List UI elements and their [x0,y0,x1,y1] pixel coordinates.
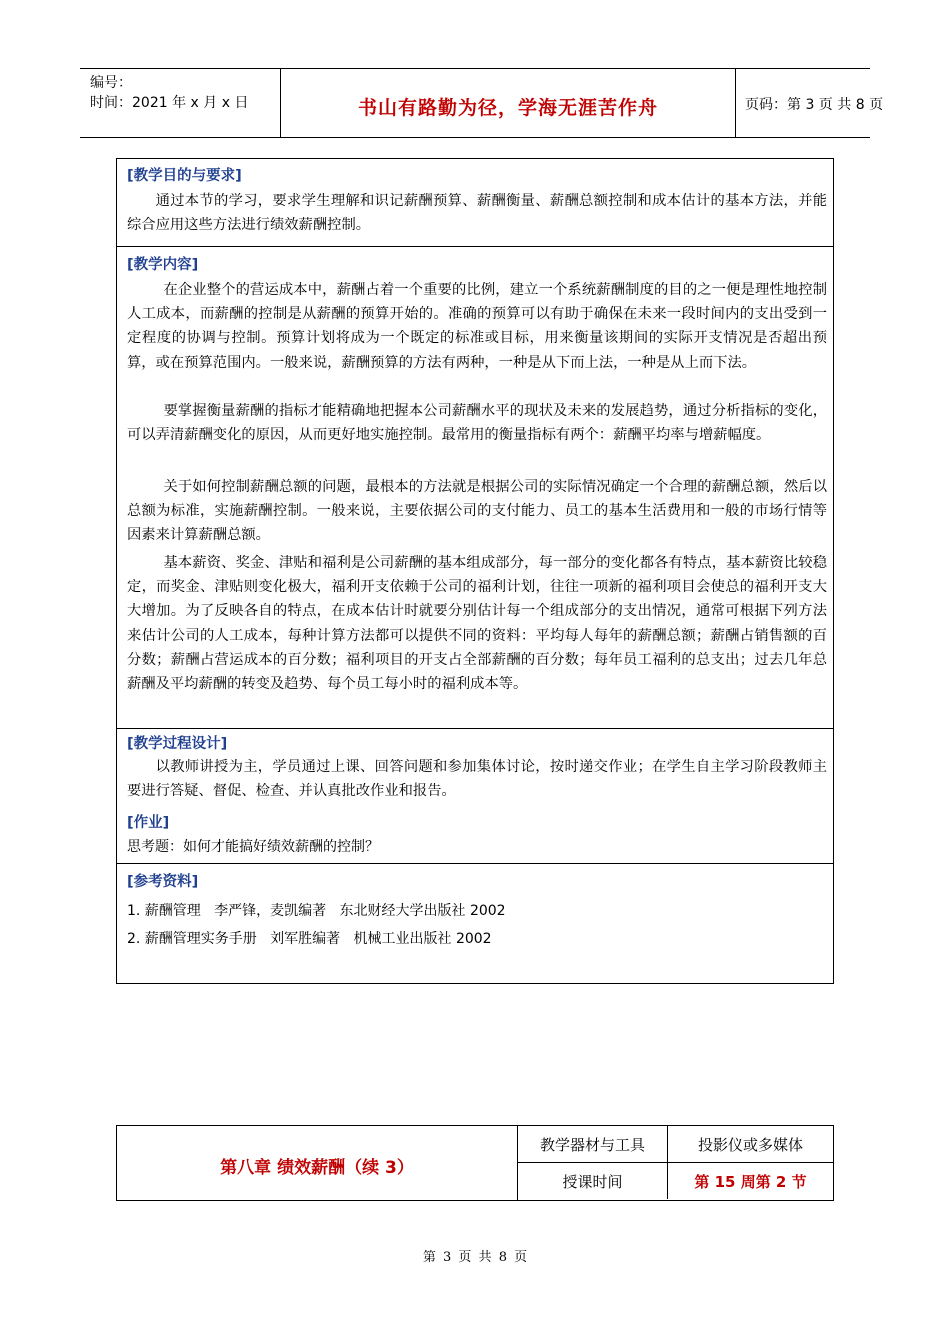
process-heading: [教学过程设计] [127,736,228,752]
references-section [117,864,833,982]
content-paragraph: 要掌握衡量薪酬的指标才能精确地把握本公司薪酬水平的现状及未来的发展趋势，通过分析指标的变化，可以弄清薪酬变化的原因，从而更好地实施控制。最常用的衡量指标有两个：薪酬平均率与增薪幅度。 [127,403,827,444]
page-header [80,68,884,138]
header-meta [80,69,280,137]
process-section [117,729,833,864]
page-footer: 第 3 页 共 8 页 [422,1250,528,1265]
content-heading: [教学内容] [127,257,199,273]
equipment-value-cell [668,1126,833,1163]
motto: 书山有路勤为径，学海无涯苦作舟 [357,97,658,119]
content-paragraph: 在企业整个的营运成本中，薪酬占着一个重要的比例，建立一个系统薪酬制度的目的之一便是理性地控制人工成本，而薪酬的控制是从薪酬的预算开始的。准确的预算可以有助于确保在未来一段时间内的支出受到一定程度的协调与控制。预算计划将成为一个既定的标准或目标，用来衡量该期间的实际开支情况是否超出预算，或在预算范围内。一般来说，薪酬预算的方法有两种，一种是从下而上法，一种是从上而下法。 [127,282,827,371]
page-label: 页码：第 3 页 共 8 页 [745,97,884,113]
time-label-cell [518,1163,668,1199]
time-value-cell [668,1163,833,1199]
objectives-section [117,159,833,247]
objectives-heading: [教学目的与要求] [127,168,242,184]
lesson-table [116,158,834,984]
header-motto-cell [280,69,736,137]
homework-heading: [作业] [127,815,170,831]
objectives-text: 通过本节的学习，要求学生理解和识记薪酬预算、薪酬衡量、薪酬总额控制和成本估计的基本方法，并能综合应用这些方法进行绩效薪酬控制。 [127,193,827,234]
process-text: 以教师讲授为主，学员通过上课、回答问题和参加集体讨论，按时递交作业；在学生自主学习阶段教师主要进行答疑、督促、检查、并认真批改作业和报告。 [127,759,827,800]
content-section [117,247,833,729]
schedule-table [116,1125,834,1201]
chapter-title: 第八章 绩效薪酬（续 3） [220,1158,414,1178]
header-page-cell [735,69,884,137]
reference-item: 1. 薪酬管理 李严锋，麦凯编著 东北财经大学出版社 2002 [127,903,506,919]
number-label: 编号： [90,75,132,91]
chapter-cell [117,1126,518,1200]
content-paragraph: 关于如何控制薪酬总额的问题，最根本的方法就是根据公司的实际情况确定一个合理的薪酬总额，然后以总额为标准，实施薪酬控制。一般来说，主要依据公司的支付能力、员工的基本生活费用和一般的市场行情等因素来计算薪酬总额。 [127,479,827,544]
equipment-label-cell [518,1126,668,1163]
equipment-label: 教学器材与工具 [539,1136,645,1154]
references-heading: [参考资料] [127,874,199,890]
time-label: 时间：2021 年 x 月 x 日 [90,95,249,111]
homework-text: 思考题：如何才能搞好绩效薪酬的控制？ [127,839,379,855]
class-time-label: 授课时间 [562,1173,623,1191]
class-time-value: 第 15 周第 2 节 [694,1173,807,1191]
equipment-value: 投影仪或多媒体 [697,1136,803,1154]
content-paragraph: 基本薪资、奖金、津贴和福利是公司薪酬的基本组成部分，每一部分的变化都各有特点，基本薪资比较稳定，而奖金、津贴则变化极大，福利开支依赖于公司的福利计划，往往一项新的福利项目会使总的福利开支大大增加。为了反映各自的特点，在成本估计时就要分别估计每一个组成部分的支出情况，通常可根据下列方法来估计公司的人工成本，每种计算方法都可以提供不同的资料：平均每人每年的薪酬总额；薪酬占销售额的百分数；薪酬占营运成本的百分数；福利项目的开支占全部薪酬的百分数；每年员工福利的总支出；过去几年总薪酬及平均薪酬的转变及趋势、每个员工每小时的福利成本等。 [127,555,827,693]
reference-item: 2. 薪酬管理实务手册 刘军胜编著 机械工业出版社 2002 [127,931,492,947]
